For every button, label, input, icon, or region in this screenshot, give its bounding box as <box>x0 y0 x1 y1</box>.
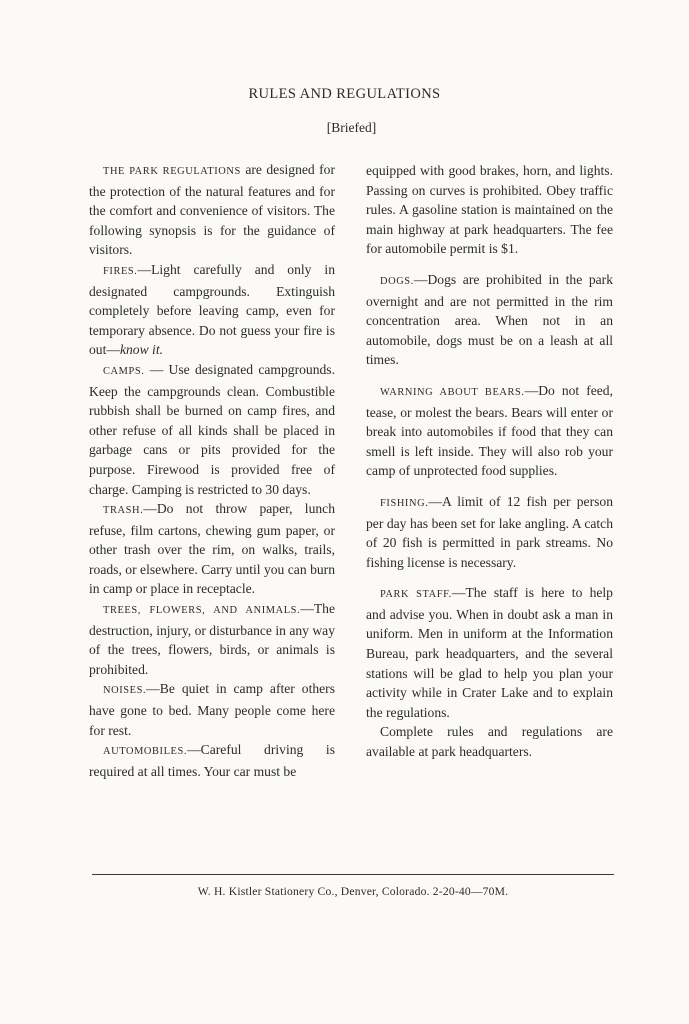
paragraph-body: —Light carefully and only in designated campgrounds. Extinguish completely before leaving camp, even for temporary absence. Do not guess your fire is out— <box>89 261 335 358</box>
section-heading: NOISES. <box>103 685 147 697</box>
left-column <box>89 160 335 781</box>
paragraph-automobiles <box>89 740 335 781</box>
printer-imprint: W. H. Kistler Stationery Co., Denver, Colorado. 2-20-40—70M. <box>197 885 509 898</box>
paragraph-park-staff <box>366 583 613 722</box>
paragraph-body: are designed for the protection of the natural features and for the comfort and convenience of visitors. The following synopsis is for the guidance of visitors. <box>89 162 335 258</box>
paragraph-automobiles-continued: equipped with good brakes, horn, and lights. Passing on curves is prohibited. Obey traffic rules. A gasoline station is maintained on the main highway at park headquarters. The fee for automobile permit is $1. <box>366 163 613 257</box>
paragraph-dogs <box>366 270 613 370</box>
paragraph-trash <box>89 499 335 599</box>
paragraph-camps <box>89 360 335 499</box>
paragraph-trees <box>89 599 335 679</box>
section-heading: THE PARK REGULATIONS <box>103 166 241 177</box>
paragraph-closing: Complete rules and regulations are available at park headquarters. <box>366 724 613 760</box>
page-title: RULES AND REGULATIONS <box>248 86 441 102</box>
paragraph-body: —Be quiet in camp after others have gone to bed. Many people come here for rest. <box>89 681 335 738</box>
section-heading: TREES, FLOWERS, AND ANIMALS. <box>103 605 301 617</box>
paragraph-fishing <box>366 492 613 572</box>
section-heading: FIRES. <box>103 265 138 277</box>
paragraph-body: —Careful driving is required at all times. Your car must be <box>89 742 335 779</box>
paragraph-body: —The staff is here to help and advise you. When in doubt ask a man in uniform. Men in uniform at the Information Bureau, park headquarters, and the several stations will be glad to help you plan your activity while in Crater Lake and to explain the regulations. <box>366 585 613 720</box>
section-heading: FISHING. <box>380 497 429 509</box>
page-subtitle: [Briefed] <box>326 120 377 135</box>
section-heading: PARK STAFF. <box>380 589 452 601</box>
paragraph-fires <box>89 260 335 360</box>
section-heading: AUTOMOBILES. <box>103 746 188 758</box>
section-heading: DOGS. <box>380 275 414 287</box>
paragraph-body: —Dogs are prohibited in the park overnight and are not permitted in the rim concentration area. When not in an automobile, dogs must be on a leash at all times. <box>366 271 613 368</box>
emphasis-text: know it. <box>119 342 164 358</box>
section-heading: TRASH. <box>103 505 144 517</box>
paragraph-noises <box>89 679 335 740</box>
paragraph-body: — Use designated campgrounds. Keep the campgrounds clean. Combustible rubbish shall be burned on camp fires, and other refuse of all kinds shall be placed in garbage cans or pits provided for the purpose. Firewood is provided free of charge. Camping is restricted to 30 days. <box>89 361 335 497</box>
paragraph-body: —Do not throw paper, lunch refuse, film cartons, chewing gum paper, or other trash over the rim, on walks, trails, roads, or elsewhere. Carry until you can burn in camp or place in receptacle. <box>89 501 335 597</box>
section-heading: CAMPS. <box>103 365 145 377</box>
paragraph-body: —The destruction, injury, or disturbance in any way of the trees, flowers, birds, or animals is prohibited. <box>89 601 336 677</box>
paragraph-intro <box>89 160 335 260</box>
paragraph-bears <box>366 381 613 481</box>
paragraph-body: —Do not feed, tease, or molest the bears. Bears will enter or break into automobiles if food that they can smell is left inside. They will also rob your camp of unprotected food supplies. <box>366 382 614 479</box>
section-heading: WARNING ABOUT BEARS. <box>380 386 525 398</box>
right-column <box>366 161 613 762</box>
footer-divider <box>92 874 614 875</box>
paragraph-body: —A limit of 12 fish per person per day has been set for lake angling. A catch of 20 fish is permitted in park streams. No fishing license is necessary. <box>366 493 613 570</box>
